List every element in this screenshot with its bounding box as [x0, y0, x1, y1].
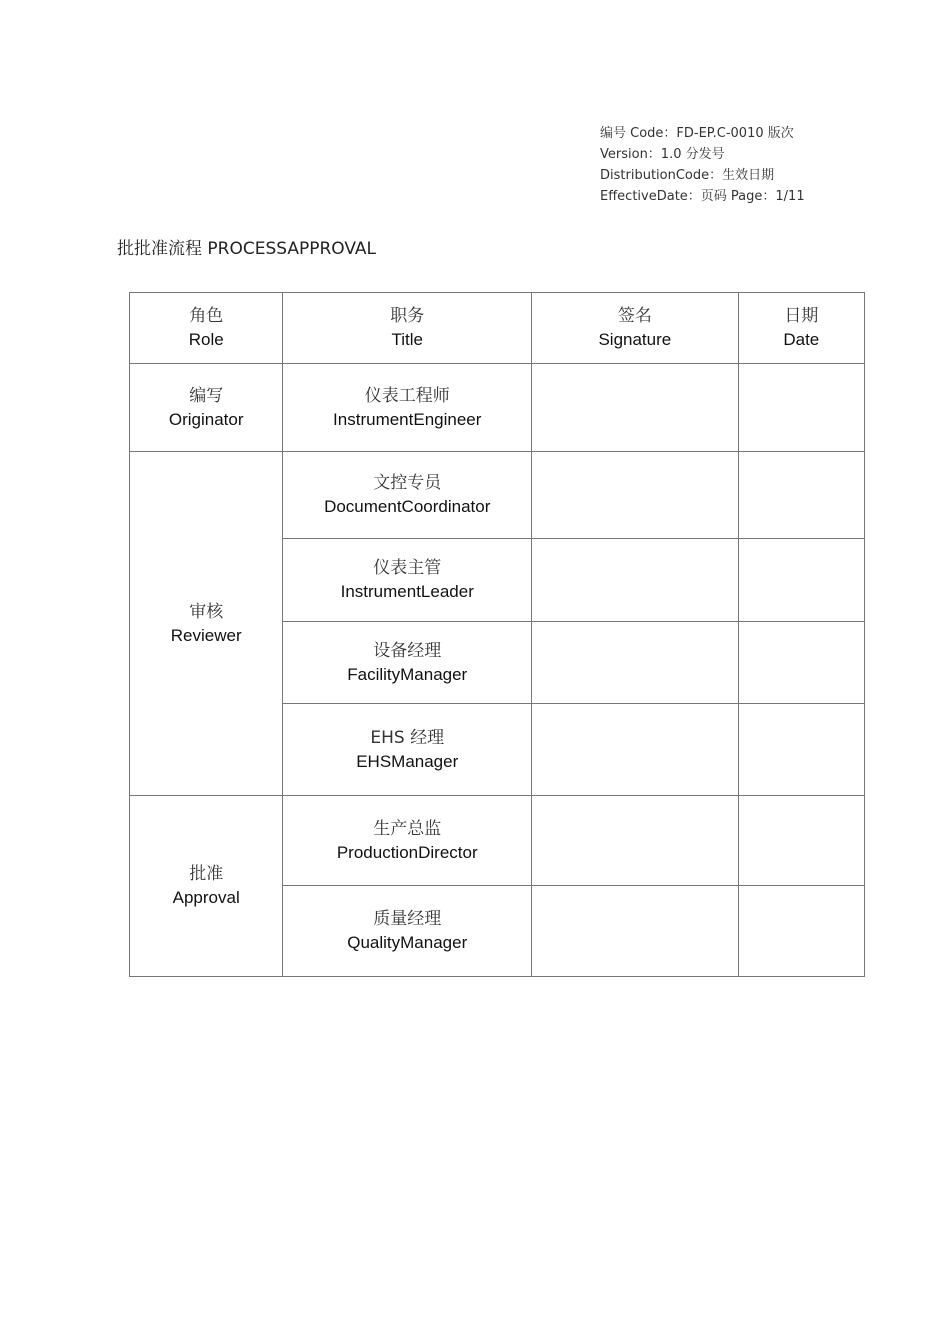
- header-role-cn: 角色: [189, 306, 224, 326]
- title-en: FacilityManager: [347, 664, 468, 684]
- role-en: Reviewer: [170, 625, 242, 645]
- approval-table: [129, 292, 865, 977]
- table-row: [130, 796, 865, 886]
- title-en: ProductionDirector: [336, 842, 478, 862]
- table-header-row: [130, 293, 865, 364]
- date-cell[interactable]: [738, 539, 864, 622]
- role-reviewer: [130, 452, 283, 796]
- header-distribution-line: DistributionCode：生效日期: [600, 168, 775, 183]
- role-cn: 编写: [189, 385, 224, 406]
- header-title: [283, 293, 532, 364]
- title-cn: 设备经理: [373, 640, 442, 661]
- signature-cell[interactable]: [532, 452, 739, 539]
- header-signature: [532, 293, 739, 364]
- header-effective-page-line: EffectiveDate：页码 Page：1/11: [600, 189, 805, 204]
- header-signature-en: Signature: [598, 330, 672, 349]
- date-cell[interactable]: [738, 886, 864, 977]
- date-cell[interactable]: [738, 704, 864, 796]
- header-version-line: Version：1.0 分发号: [600, 147, 725, 162]
- title-cn: 质量经理: [373, 909, 442, 929]
- title-cn: EHS 经理: [370, 727, 445, 748]
- title-en: QualityManager: [347, 933, 468, 952]
- date-cell[interactable]: [738, 452, 864, 539]
- header-date: [738, 293, 864, 364]
- signature-cell[interactable]: [532, 622, 739, 704]
- title-en: InstrumentLeader: [340, 582, 474, 601]
- title-en: InstrumentEngineer: [333, 409, 482, 429]
- role-originator: [130, 364, 283, 452]
- table-row: [130, 364, 865, 452]
- table-row: [130, 452, 865, 539]
- role-cn: 审核: [189, 601, 224, 622]
- date-cell[interactable]: [738, 364, 864, 452]
- title-en: DocumentCoordinator: [324, 497, 491, 516]
- role-en: Approval: [172, 888, 240, 907]
- header-role: [130, 293, 283, 364]
- header-code-line: 编号 Code：FD-EP.C-0010 版次: [600, 126, 794, 141]
- signature-cell[interactable]: [532, 539, 739, 622]
- header-title-en: Title: [391, 330, 423, 349]
- title-cn: 文控专员: [373, 473, 442, 493]
- signature-cell[interactable]: [532, 704, 739, 796]
- title-facility-manager: [283, 622, 532, 704]
- document-header: [600, 123, 900, 207]
- title-cn: 生产总监: [373, 818, 442, 839]
- title-instrument-leader: [283, 539, 532, 622]
- signature-cell[interactable]: [532, 364, 739, 452]
- header-signature-cn: 签名: [617, 306, 652, 326]
- title-document-coordinator: [283, 452, 532, 539]
- title-instrument-engineer: [283, 364, 532, 452]
- title-cn: 仪表工程师: [364, 385, 450, 406]
- header-date-cn: 日期: [784, 306, 819, 326]
- date-cell[interactable]: [738, 622, 864, 704]
- signature-cell[interactable]: [532, 886, 739, 977]
- role-en: Originator: [168, 409, 244, 429]
- title-production-director: [283, 796, 532, 886]
- signature-cell[interactable]: [532, 796, 739, 886]
- role-approval: [130, 796, 283, 977]
- section-title: 批批准流程 PROCESSAPPROVAL: [117, 239, 377, 259]
- header-role-en: Role: [188, 330, 224, 349]
- header-title-cn: 职务: [390, 306, 425, 326]
- header-date-en: Date: [783, 330, 820, 349]
- title-en: EHSManager: [356, 751, 459, 771]
- title-quality-manager: [283, 886, 532, 977]
- title-ehs-manager: [283, 704, 532, 796]
- role-cn: 批准: [189, 864, 224, 884]
- title-cn: 仪表主管: [373, 558, 442, 578]
- date-cell[interactable]: [738, 796, 864, 886]
